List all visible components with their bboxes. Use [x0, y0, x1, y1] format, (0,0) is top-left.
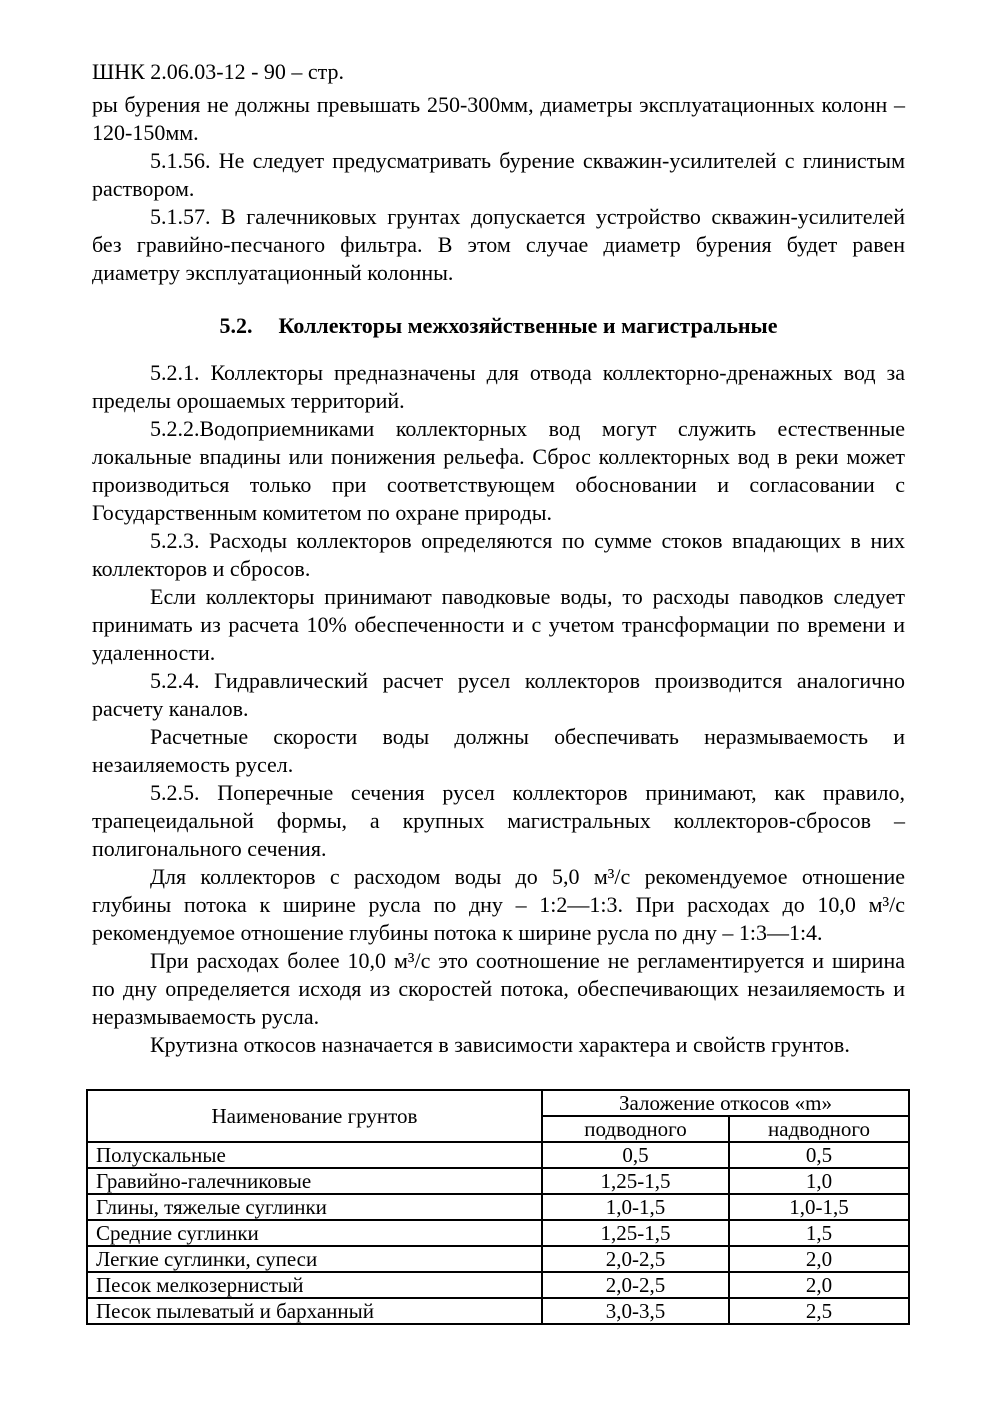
table-row	[87, 1194, 909, 1220]
slope-value-cell: 3,0-3,5	[542, 1298, 729, 1324]
paragraph: 5.2.4. Гидравлический расчет русел коллекторов производится аналогично расчету каналов.	[92, 668, 905, 721]
slope-value-cell: 2,0-2,5	[542, 1272, 729, 1298]
slope-value-cell: 1,0	[729, 1168, 909, 1194]
abovewater-header: надводного	[729, 1116, 909, 1142]
document-header: ШНК 2.06.03-12 - 90 – стр.	[92, 59, 345, 84]
soil-name-cell: Полускальные	[87, 1142, 542, 1168]
section-heading	[92, 312, 905, 340]
slope-value-cell: 0,5	[542, 1142, 729, 1168]
table-row	[87, 1298, 909, 1324]
slope-value-cell: 1,25-1,5	[542, 1220, 729, 1246]
table-body	[87, 1142, 909, 1324]
paragraph: 5.2.2.Водоприемниками коллекторных вод могут служить естественные локальные впадины или понижения рельефа. Сброс коллекторных вод в реки может производиться только при соответствующем обосновании и согласовании с Государственным комитетом по охране природы.	[92, 416, 905, 525]
soil-name-cell: Песок мелкозернистый	[87, 1272, 542, 1298]
underwater-header: подводного	[542, 1116, 729, 1142]
paragraph: 5.1.57. В галечниковых грунтах допускается устройство скважин-усилителей без гравийно-песчаного фильтра. В этом случае диаметр бурения будет равен диаметру эксплуатационный колонны.	[92, 204, 905, 285]
soil-name-cell: Глины, тяжелые суглинки	[87, 1194, 542, 1220]
paragraph: Если коллекторы принимают паводковые воды, то расходы паводков следует принимать из расчета 10% обеспеченности и с учетом трансформации по времени и удаленности.	[92, 584, 905, 665]
paragraph: Крутизна откосов назначается в зависимости характера и свойств грунтов.	[150, 1032, 850, 1057]
table-row	[87, 1142, 909, 1168]
table-header-row-1	[87, 1090, 909, 1116]
slope-coefficients-table	[86, 1089, 910, 1325]
slope-value-cell: 1,0-1,5	[729, 1194, 909, 1220]
table-row	[87, 1220, 909, 1246]
table-row	[87, 1272, 909, 1298]
section-paragraphs	[92, 359, 905, 1059]
section-number: 5.2.	[219, 313, 253, 338]
paragraph: 5.1.56. Не следует предусматривать бурение скважин-усилителей с глинистым раствором.	[92, 148, 905, 201]
table-row	[87, 1168, 909, 1194]
paragraph: Расчетные скорости воды должны обеспечивать неразмываемость и незаиляемость русел.	[92, 724, 905, 777]
section-title: Коллекторы межхозяйственные и магистральные	[278, 313, 778, 338]
table-row	[87, 1246, 909, 1272]
paragraph: 5.2.3. Расходы коллекторов определяются по сумме стоков впадающих в них коллекторов и сбросов.	[92, 528, 905, 581]
soil-name-cell: Гравийно-галечниковые	[87, 1168, 542, 1194]
paragraph: При расходах более 10,0 м³/с это соотношение не регламентируется и ширина по дну определяется исходя из скоростей потока, обеспечивающих незаиляемость и неразмываемость русла.	[92, 948, 905, 1029]
soil-name-cell: Песок пылеватый и барханный	[87, 1298, 542, 1324]
paragraph: 5.2.1. Коллекторы предназначены для отвода коллекторно-дренажных вод за пределы орошаемых территорий.	[92, 360, 905, 413]
slope-value-cell: 2,0	[729, 1272, 909, 1298]
slope-value-cell: 2,0	[729, 1246, 909, 1272]
slope-value-cell: 2,0-2,5	[542, 1246, 729, 1272]
soil-name-header: Наименование грунтов	[87, 1090, 542, 1142]
intro-paragraphs	[92, 91, 905, 287]
paragraph: 5.2.5. Поперечные сечения русел коллекторов принимают, как правило, трапецеидальной формы, а крупных магистральных коллекторов-сбросов – полигонального сечения.	[92, 780, 905, 861]
slope-value-cell: 2,5	[729, 1298, 909, 1324]
slope-value-cell: 1,25-1,5	[542, 1168, 729, 1194]
slope-group-header: Заложение откосов «m»	[542, 1090, 909, 1116]
soil-name-cell: Легкие суглинки, супеси	[87, 1246, 542, 1272]
soil-name-cell: Средние суглинки	[87, 1220, 542, 1246]
paragraph: Для коллекторов с расходом воды до 5,0 м³/с рекомендуемое отношение глубины потока к ширине русла по дну – 1:2—1:3. При расходах до 10,0 м³/с рекомендуемое отношение глубины потока к ширине русла по дну – 1:3—1:4.	[92, 864, 905, 945]
slope-value-cell: 1,0-1,5	[542, 1194, 729, 1220]
slope-value-cell: 1,5	[729, 1220, 909, 1246]
slope-value-cell: 0,5	[729, 1142, 909, 1168]
table-header	[87, 1090, 909, 1142]
paragraph: ры бурения не должны превышать 250-300мм, диаметры эксплуатационных колонн – 120-150мм.	[92, 92, 905, 145]
